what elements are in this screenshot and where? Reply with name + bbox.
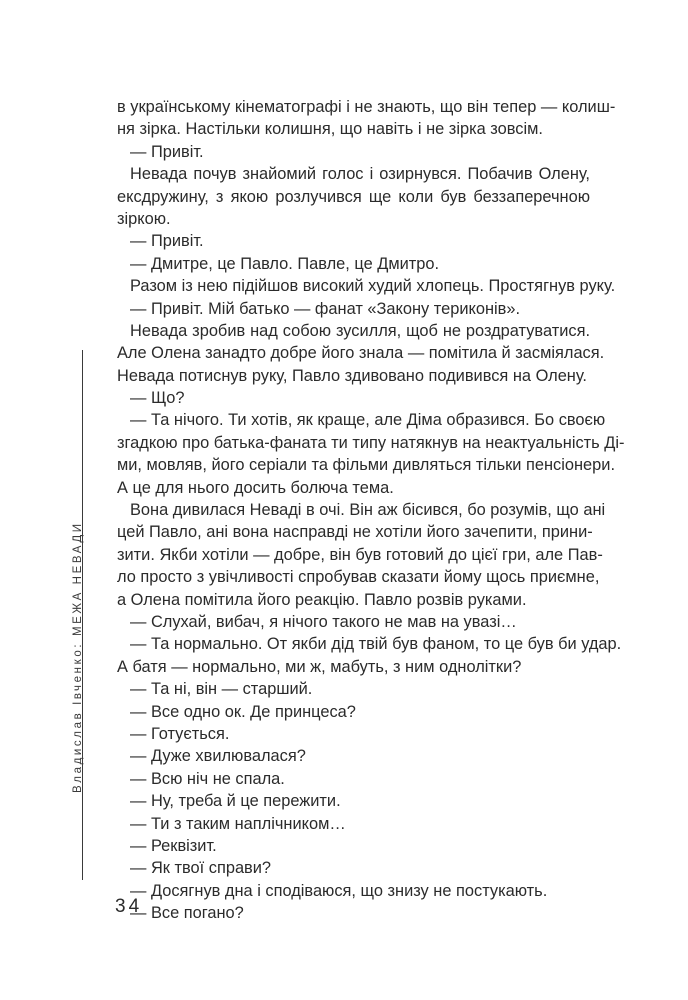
text-line: згадкою про батька-фаната ти типу натякнув на неактуальність Ді- — [117, 433, 625, 452]
text-line: — Що? — [130, 389, 185, 408]
text-line: Але Олена занадто добре його знала — помітила й засміялася. — [117, 344, 605, 363]
page-number: 34 — [115, 896, 143, 917]
text-line: Вона дивилася Неваді в очі. Він аж бісився, бо розумів, що ані — [130, 501, 606, 520]
text-line: — Ти з таким наплічником… — [130, 814, 346, 833]
text-line: — Досягнув дна і сподіваюся, що знизу не постукають. — [130, 881, 548, 900]
text-line: Невада почув знайомий голос і озирнувся. Побачив Олену, — [130, 165, 590, 184]
text-line: Невада потиснув руку, Павло здивовано подивився на Олену. — [117, 366, 587, 385]
text-line: — Привіт. — [130, 232, 204, 251]
text-line: — Всю ніч не спала. — [130, 769, 285, 788]
text-line: ми, мовляв, його серіали та фільми дивляться тільки пенсіонери. — [117, 456, 616, 475]
text-line: — Все погано? — [130, 904, 244, 923]
text-line: — Готується. — [130, 724, 230, 743]
text-line: а Олена помітила його реакцію. Павло розвів руками. — [117, 590, 527, 609]
text-line: — Як твої справи? — [130, 859, 272, 878]
text-line: ексдружину, з якою розлучився ще коли був беззаперечною — [117, 187, 590, 206]
text-line: зіркою. — [117, 209, 171, 228]
text-line: цей Павло, ані вона насправді не хотіли його зачепити, прини- — [117, 523, 593, 542]
text-line: А батя — нормально, ми ж, мабуть, з ним однолітки? — [117, 657, 522, 676]
text-line: ня зірка. Настільки колишня, що навіть і не зірка зовсім. — [117, 120, 543, 139]
text-line: — Дуже хвилювалася? — [130, 747, 306, 766]
text-line: — Та ні, він — старший. — [130, 680, 313, 699]
text-line: — Слухай, вибач, я нічого такого не мав на увазі… — [130, 612, 517, 631]
text-line: — Все одно ок. Де принцеса? — [130, 702, 356, 721]
text-line: — Привіт. — [130, 142, 204, 161]
text-line: в українському кінематографі і не знають, що він тепер — колиш- — [117, 98, 616, 116]
text-line: А це для нього досить болюча тема. — [117, 478, 394, 497]
text-line: ло просто з увічливості спробував сказати йому щось приємне, — [117, 568, 600, 587]
text-line: зити. Якби хотіли — добре, він був готовий до цієї гри, але Пав- — [117, 545, 603, 564]
text-line: Невада зробив над собою зусилля, щоб не роздратуватися. — [130, 321, 590, 340]
text-line: Разом із нею підійшов високий худий хлопець. Простягнув руку. — [130, 277, 616, 296]
text-line: — Привіт. Мій батько — фанат «Закону териконів». — [130, 299, 521, 318]
text-line: — Дмитре, це Павло. Павле, це Дмитро. — [130, 254, 440, 273]
text-line: — Та нічого. Ти хотів, як краще, але Діма образився. Бо своєю — [130, 411, 606, 430]
text-line: — Реквізит. — [130, 836, 217, 855]
text-line: — Ну, треба й це пережити. — [130, 792, 341, 811]
running-head: Владислав Івченко: МЕЖА НЕВАДИ — [72, 521, 84, 793]
text-line: — Та нормально. От якби дід твій був фаном, то це був би удар. — [130, 635, 622, 654]
body-text — [117, 96, 625, 924]
